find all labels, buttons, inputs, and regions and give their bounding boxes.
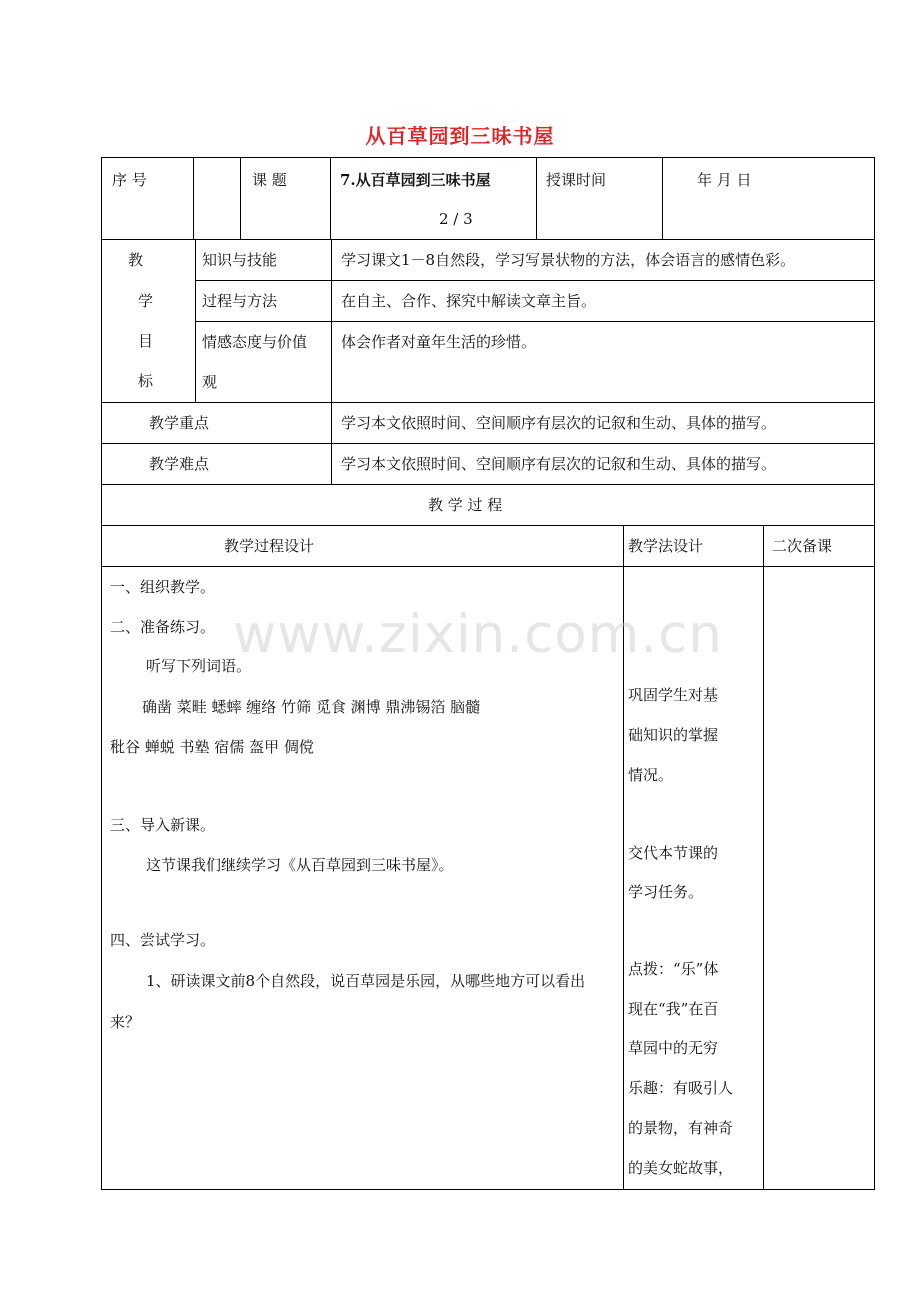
design-line: 二、准备练习。 [110, 618, 216, 636]
design-line: 四、尝试学习。 [110, 931, 216, 949]
process-heading: 教 学 过 程 [428, 496, 503, 514]
goal-label-emotion-2: 观 [202, 373, 218, 391]
method-line: 情况。 [628, 766, 674, 784]
design-line: 来？ [110, 1013, 141, 1031]
goal-content-emotion: 体会作者对童年生活的珍惜。 [341, 333, 537, 351]
goals-side-char-2: 学 [138, 292, 154, 310]
key-point-content: 学习本文依照时间、空间顺序有层次的记叙和生动、具体的描写。 [341, 414, 777, 432]
document-title: 从百草园到三味书屋 [365, 124, 555, 148]
design-line: 听写下列词语。 [146, 657, 252, 675]
time-label: 授课时间 [546, 171, 607, 189]
method-line: 点拨：“乐”体 [628, 960, 719, 978]
key-point-label: 教学重点 [149, 414, 210, 432]
method-line: 的美女蛇故事， [628, 1159, 734, 1177]
goals-side-char-4: 标 [138, 372, 154, 390]
goal-content-process: 在自主、合作、探究中解读文章主旨。 [341, 292, 597, 310]
method-line: 交代本节课的 [628, 844, 719, 862]
goal-label-emotion-1: 情感态度与价值 [202, 333, 308, 351]
topic-value: 7.从百草园到三味书屋 [340, 171, 491, 189]
col-method-header: 教学法设计 [628, 537, 704, 555]
design-line: 秕谷 蝉蜕 书塾 宿儒 盔甲 倜傥 [110, 738, 314, 756]
page-fraction: 2 / 3 [439, 210, 473, 228]
date-value: 年 月 日 [697, 171, 752, 189]
difficulty-label: 教学难点 [149, 455, 210, 473]
goal-label-knowledge: 知识与技能 [202, 251, 278, 269]
goal-content-knowledge: 学习课文1－8自然段，学习写景状物的方法，体会语言的感情色彩。 [341, 251, 796, 269]
method-line: 现在“我”在百 [628, 1000, 719, 1018]
goals-side-char-3: 目 [138, 332, 154, 350]
design-line: 1、研读课文前8个自然段，说百草园是乐园，从哪些地方可以看出 [146, 972, 586, 990]
method-line: 学习任务。 [628, 883, 704, 901]
col-design-header: 教学过程设计 [224, 537, 315, 555]
design-line: 这节课我们继续学习《从百草园到三味书屋》。 [146, 856, 454, 874]
watermark: www.zixin.com.cn [233, 604, 723, 665]
col-second-header: 二次备课 [772, 537, 833, 555]
goal-label-process: 过程与方法 [202, 292, 278, 310]
method-line: 巩固学生对基 [628, 686, 719, 704]
design-line: 确凿 菜畦 蟋蟀 缠络 竹筛 觅食 渊博 鼎沸锡箔 脑髓 [142, 698, 481, 716]
design-line: 三、导入新课。 [110, 816, 216, 834]
method-line: 础知识的掌握 [628, 726, 719, 744]
method-line: 的景物，有神奇 [628, 1119, 734, 1137]
seq-label: 序 号 [112, 171, 147, 189]
design-line: 一、组织教学。 [110, 578, 216, 596]
topic-label: 课 题 [252, 171, 287, 189]
method-line: 乐趣：有吸引人 [628, 1079, 734, 1097]
difficulty-content: 学习本文依照时间、空间顺序有层次的记叙和生动、具体的描写。 [341, 455, 777, 473]
method-line: 草园中的无穷 [628, 1039, 719, 1057]
goals-side-char-1: 教 [128, 251, 144, 269]
